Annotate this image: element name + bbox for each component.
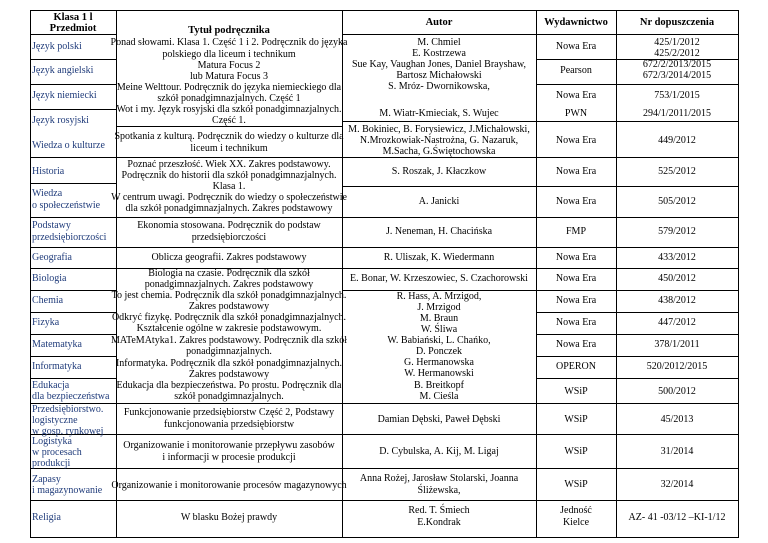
- approval-number: 672/3/2014/2015: [642, 70, 712, 81]
- author-line: A. Janicki: [418, 196, 460, 207]
- subject-label: Zapasy: [32, 474, 61, 485]
- subject-label: w procesach: [32, 447, 82, 458]
- subject-label: Religia: [32, 512, 61, 523]
- subject-label: Matematyka: [32, 339, 82, 350]
- author-line: Sue Kay, Vaughan Jones, Daniel Brayshaw,: [351, 59, 527, 70]
- row-line: [536, 334, 739, 335]
- book-title-line: Kształcenie ogólne w zakresie podstawowym.: [136, 323, 322, 334]
- book-title-line: szkół ponadgimnazjalnych. Część 1: [157, 93, 301, 104]
- subject-label: Przedsiębiorstwo.: [32, 404, 104, 415]
- row-line: [536, 378, 739, 379]
- approval-number: 672/2/2013/2015: [642, 59, 712, 70]
- row-line: [30, 312, 116, 313]
- header-underline: [342, 34, 739, 35]
- book-title-line: W centrum uwagi. Podręcznik do wiedzy o społeczeństwie: [111, 192, 347, 203]
- approval-number: AZ- 41 -03/12 –KI-1/12: [628, 512, 726, 523]
- column-divider-approval: [616, 10, 617, 538]
- book-title-line: Spotkania z kulturą. Podręcznik do wiedzy o kulturze dla: [114, 131, 344, 142]
- author-line: G. Hermanowska: [404, 357, 474, 368]
- row-line: [536, 356, 739, 357]
- subject-label: Język angielski: [32, 65, 94, 76]
- subject-label: Język niemiecki: [32, 90, 97, 101]
- publisher-cell: Nowa Era: [555, 295, 597, 306]
- book-title-line: Ekonomia stosowana. Podręcznik do podstaw: [137, 220, 321, 231]
- author-line: Red. T. Śmiech: [408, 505, 470, 516]
- book-title-line: Wot i my. Język rosyjski dla szkół ponadgimnazjalnych.: [116, 104, 342, 115]
- row-line: [342, 268, 739, 269]
- header-author: Autor: [425, 17, 453, 28]
- subject-label: Logistyka: [32, 436, 72, 447]
- header-class: Klasa 1 l: [53, 12, 93, 23]
- subject-label: i magazynowanie: [32, 485, 103, 496]
- row-line: [342, 403, 739, 404]
- subject-label: Język polski: [32, 41, 82, 52]
- author-line: B. Breitkopf: [414, 380, 464, 391]
- author-line: R. Hass, A. Mrzigod,: [396, 291, 482, 302]
- approval-number: 378/1/2011: [654, 339, 700, 350]
- book-title-line: Biologia na czasie. Podręcznik dla szkół: [148, 268, 310, 279]
- row-line: [30, 109, 116, 110]
- book-title-line: Meine Welttour. Podręcznik do języka niemieckiego dla: [116, 82, 342, 93]
- row-line: [342, 121, 739, 122]
- subject-label: Chemia: [32, 295, 64, 306]
- book-title-line: przedsiębiorczości: [191, 232, 267, 243]
- approval-number: 450/2012: [658, 273, 696, 284]
- approval-number: 438/2012: [658, 295, 696, 306]
- header-subject: Przedmiot: [49, 23, 97, 34]
- publisher-cell: Jedność: [560, 505, 592, 516]
- subject-label: Podstawy: [32, 220, 71, 231]
- author-line: M. Wiatr-Kmieciak, S. Wujec: [379, 108, 499, 119]
- author-line: M. Chmiel: [417, 37, 461, 48]
- publisher-cell: FMP: [565, 226, 587, 237]
- approval-number: 525/2012: [658, 166, 696, 177]
- book-title-line: Oblicza geografii. Zakres podstawowy: [151, 252, 307, 263]
- book-title-line: polskiego dla liceum i technikum: [162, 49, 296, 60]
- approval-number: 753/1/2015: [654, 90, 700, 101]
- book-title-line: ponadgimnazjalnych.: [186, 346, 272, 357]
- author-line: M. Braun: [419, 313, 459, 324]
- row-line: [30, 268, 116, 269]
- approval-number: 425/2/2012: [654, 48, 700, 59]
- publisher-cell: Nowa Era: [555, 90, 597, 101]
- subject-label: Edukacja: [32, 380, 70, 391]
- author-line: S. Mróz- Dwornikowska,: [388, 81, 490, 92]
- table-border-right: [738, 10, 739, 538]
- row-line: [30, 290, 116, 291]
- publisher-cell: WSiP: [564, 446, 588, 457]
- subject-label: Wiedza o kulturze: [32, 140, 105, 151]
- book-title-line: Odkryć fizykę. Podręcznik dla szkół ponadgimnazjalnych.: [111, 312, 347, 323]
- book-title-line: Organizowanie i monitorowanie procesów magazynowych: [111, 480, 347, 491]
- row-line: [30, 59, 116, 60]
- publisher-cell: Nowa Era: [555, 166, 597, 177]
- row-line: [30, 378, 116, 379]
- publisher-cell: Kielce: [562, 517, 590, 528]
- approval-number: 425/1/2012: [654, 37, 700, 48]
- row-line: [116, 247, 342, 248]
- row-line: [116, 403, 342, 404]
- row-line: [342, 468, 739, 469]
- subject-label: w gosp. rynkowej: [32, 426, 104, 437]
- book-title-line: ponadgimnazjalnych. Zakres podstawowy: [144, 279, 314, 290]
- row-line: [116, 468, 342, 469]
- book-title-line: To jest chemia. Podręcznik dla szkół ponadgimnazjalnych.: [111, 290, 347, 301]
- row-line: [116, 217, 342, 218]
- author-line: R. Uliszak, K. Wiedermann: [383, 252, 495, 263]
- book-title-line: Informatyka. Podręcznik dla szkół ponadgimnazjalnych.: [115, 358, 343, 369]
- approval-number: 45/2013: [660, 414, 694, 425]
- row-line: [536, 312, 739, 313]
- publisher-cell: Nowa Era: [555, 135, 597, 146]
- subject-label: produkcji: [32, 458, 71, 469]
- publisher-cell: Nowa Era: [555, 41, 597, 52]
- approval-number: 449/2012: [658, 135, 696, 146]
- row-line: [342, 186, 739, 187]
- subject-label: Fizyka: [32, 317, 60, 328]
- publisher-cell: Nowa Era: [555, 196, 597, 207]
- author-line: J. Neneman, H. Chacińska: [385, 226, 493, 237]
- author-line: W. Babiański, L. Chańko,: [387, 335, 491, 346]
- author-line: Bartosz Michałowski: [396, 70, 482, 81]
- publisher-cell: PWN: [564, 108, 588, 119]
- book-title-line: funkcjonowania przedsiębiorstw: [163, 419, 295, 430]
- subject-label: Język rosyjski: [32, 115, 89, 126]
- author-line: D. Ponczek: [415, 346, 463, 357]
- row-line: [30, 157, 116, 158]
- column-divider-publisher: [536, 10, 537, 538]
- publisher-cell: WSiP: [564, 414, 588, 425]
- book-title-line: Organizowanie i monitorowanie przepływu zasobów: [123, 440, 335, 451]
- book-title-line: Zakres podstawowy: [188, 301, 270, 312]
- approval-number: 31/2014: [660, 446, 694, 457]
- book-title-line: Klasa 1.: [212, 181, 246, 192]
- book-title-line: lub Matura Focus 3: [189, 71, 269, 82]
- book-title-line: i informacji w procesie produkcji: [162, 452, 296, 463]
- subject-label: o społeczeństwie: [32, 200, 101, 211]
- subject-label: Geografia: [32, 252, 72, 263]
- subject-label: Historia: [32, 166, 65, 177]
- table-border-top: [30, 10, 739, 11]
- subject-label: logistyczne: [32, 415, 78, 426]
- book-title-line: Ponad słowami. Klasa 1. Część 1 i 2. Podręcznik do języka: [110, 37, 348, 48]
- book-title-line: dla szkół ponadgimnazjalnych. Zakres podstawowy: [125, 203, 333, 214]
- row-line: [30, 183, 116, 184]
- publisher-cell: OPERON: [555, 361, 597, 372]
- row-line: [342, 247, 739, 248]
- row-line: [116, 434, 342, 435]
- book-title-line: Zakres podstawowy: [188, 369, 270, 380]
- table-border-left: [30, 10, 31, 538]
- author-line: E. Kostrzewa: [412, 48, 466, 59]
- author-line: S. Roszak, J. Kłaczkow: [391, 166, 487, 177]
- row-line: [30, 334, 116, 335]
- book-title-line: Podręcznik do historii dla szkół ponadgimnazjalnych.: [121, 170, 337, 181]
- header-title: Tytuł podręcznika: [188, 25, 270, 36]
- author-line: M.Sacha, G.Świętochowska: [382, 146, 496, 157]
- subject-label: Biologia: [32, 273, 67, 284]
- author-line: M. Bokiniec, B. Forysiewicz, J.Michałowski,: [348, 124, 530, 135]
- row-line: [116, 157, 342, 158]
- author-line: Damian Dębski, Paweł Dębski: [377, 414, 501, 425]
- approval-number: 433/2012: [658, 252, 696, 263]
- book-title-line: Część 1.: [212, 115, 246, 126]
- author-line: M. Cieśla: [419, 391, 459, 402]
- book-title-line: W blasku Bożej prawdy: [180, 512, 278, 523]
- approval-number: 294/1/2011/2015: [643, 108, 711, 119]
- row-line: [536, 84, 739, 85]
- column-divider-author: [342, 10, 343, 538]
- author-line: W. Hermanowski: [404, 368, 474, 379]
- approval-number: 500/2012: [658, 386, 696, 397]
- book-title-line: szkół ponadgimnazjalnych.: [174, 391, 284, 402]
- publisher-cell: WSiP: [564, 386, 588, 397]
- row-line: [30, 500, 116, 501]
- subject-label: przedsiębiorczości: [32, 232, 107, 243]
- subject-label: dla bezpieczeństwa: [32, 391, 110, 402]
- approval-number: 520/2012/2015: [646, 361, 708, 372]
- row-line: [30, 247, 116, 248]
- approval-number: 579/2012: [658, 226, 696, 237]
- book-title-line: MATeMAtyka1. Zakres podstawowy. Podręcznik dla szkół: [110, 335, 348, 346]
- author-line: Anna Rożej, Jarosław Stolarski, Joanna: [359, 473, 519, 484]
- author-line: N.Mrozkowiak-Nastrożna, G. Nazaruk,: [359, 135, 519, 146]
- table-border-bottom: [30, 537, 739, 538]
- approval-number: 505/2012: [658, 196, 696, 207]
- author-line: Śliżewska,: [417, 485, 461, 496]
- header-approval: Nr dopuszczenia: [639, 17, 715, 28]
- author-line: E. Bonar, W. Krzeszowiec, S. Czachorowski: [350, 273, 528, 284]
- publisher-cell: Nowa Era: [555, 339, 597, 350]
- approval-number: 447/2012: [658, 317, 696, 328]
- row-line: [342, 434, 739, 435]
- book-title-line: Funkcjonowanie przedsiębiorstw Część 2, Podstawy: [123, 407, 335, 418]
- publisher-cell: Nowa Era: [555, 273, 597, 284]
- publisher-cell: Nowa Era: [555, 317, 597, 328]
- book-title-line: Matura Focus 2: [197, 60, 261, 71]
- author-line: E.Kondrak: [417, 517, 461, 528]
- author-line: W. Śliwa: [420, 324, 458, 335]
- book-title-line: liceum i technikum: [190, 143, 268, 154]
- publisher-cell: Nowa Era: [555, 252, 597, 263]
- publisher-cell: WSiP: [564, 479, 588, 490]
- book-title-line: Edukacja dla bezpieczeństwa. Po prostu. Podręcznik dla: [116, 380, 342, 391]
- row-line: [30, 217, 116, 218]
- approval-number: 32/2014: [660, 479, 694, 490]
- header-publisher: Wydawnictwo: [544, 17, 608, 28]
- row-line: [342, 500, 739, 501]
- author-line: D. Cybulska, A. Kij, M. Ligaj: [379, 446, 499, 457]
- row-line: [30, 84, 116, 85]
- row-line: [342, 217, 739, 218]
- subject-label: Informatyka: [32, 361, 82, 372]
- subject-label: Wiedza: [32, 188, 63, 199]
- author-line: J. Mrzigod: [417, 302, 461, 313]
- book-title-line: Poznać przeszłość. Wiek XX. Zakres podstawowy.: [127, 159, 331, 170]
- publisher-cell: Pearson: [560, 65, 592, 76]
- row-line: [116, 500, 342, 501]
- row-line: [30, 356, 116, 357]
